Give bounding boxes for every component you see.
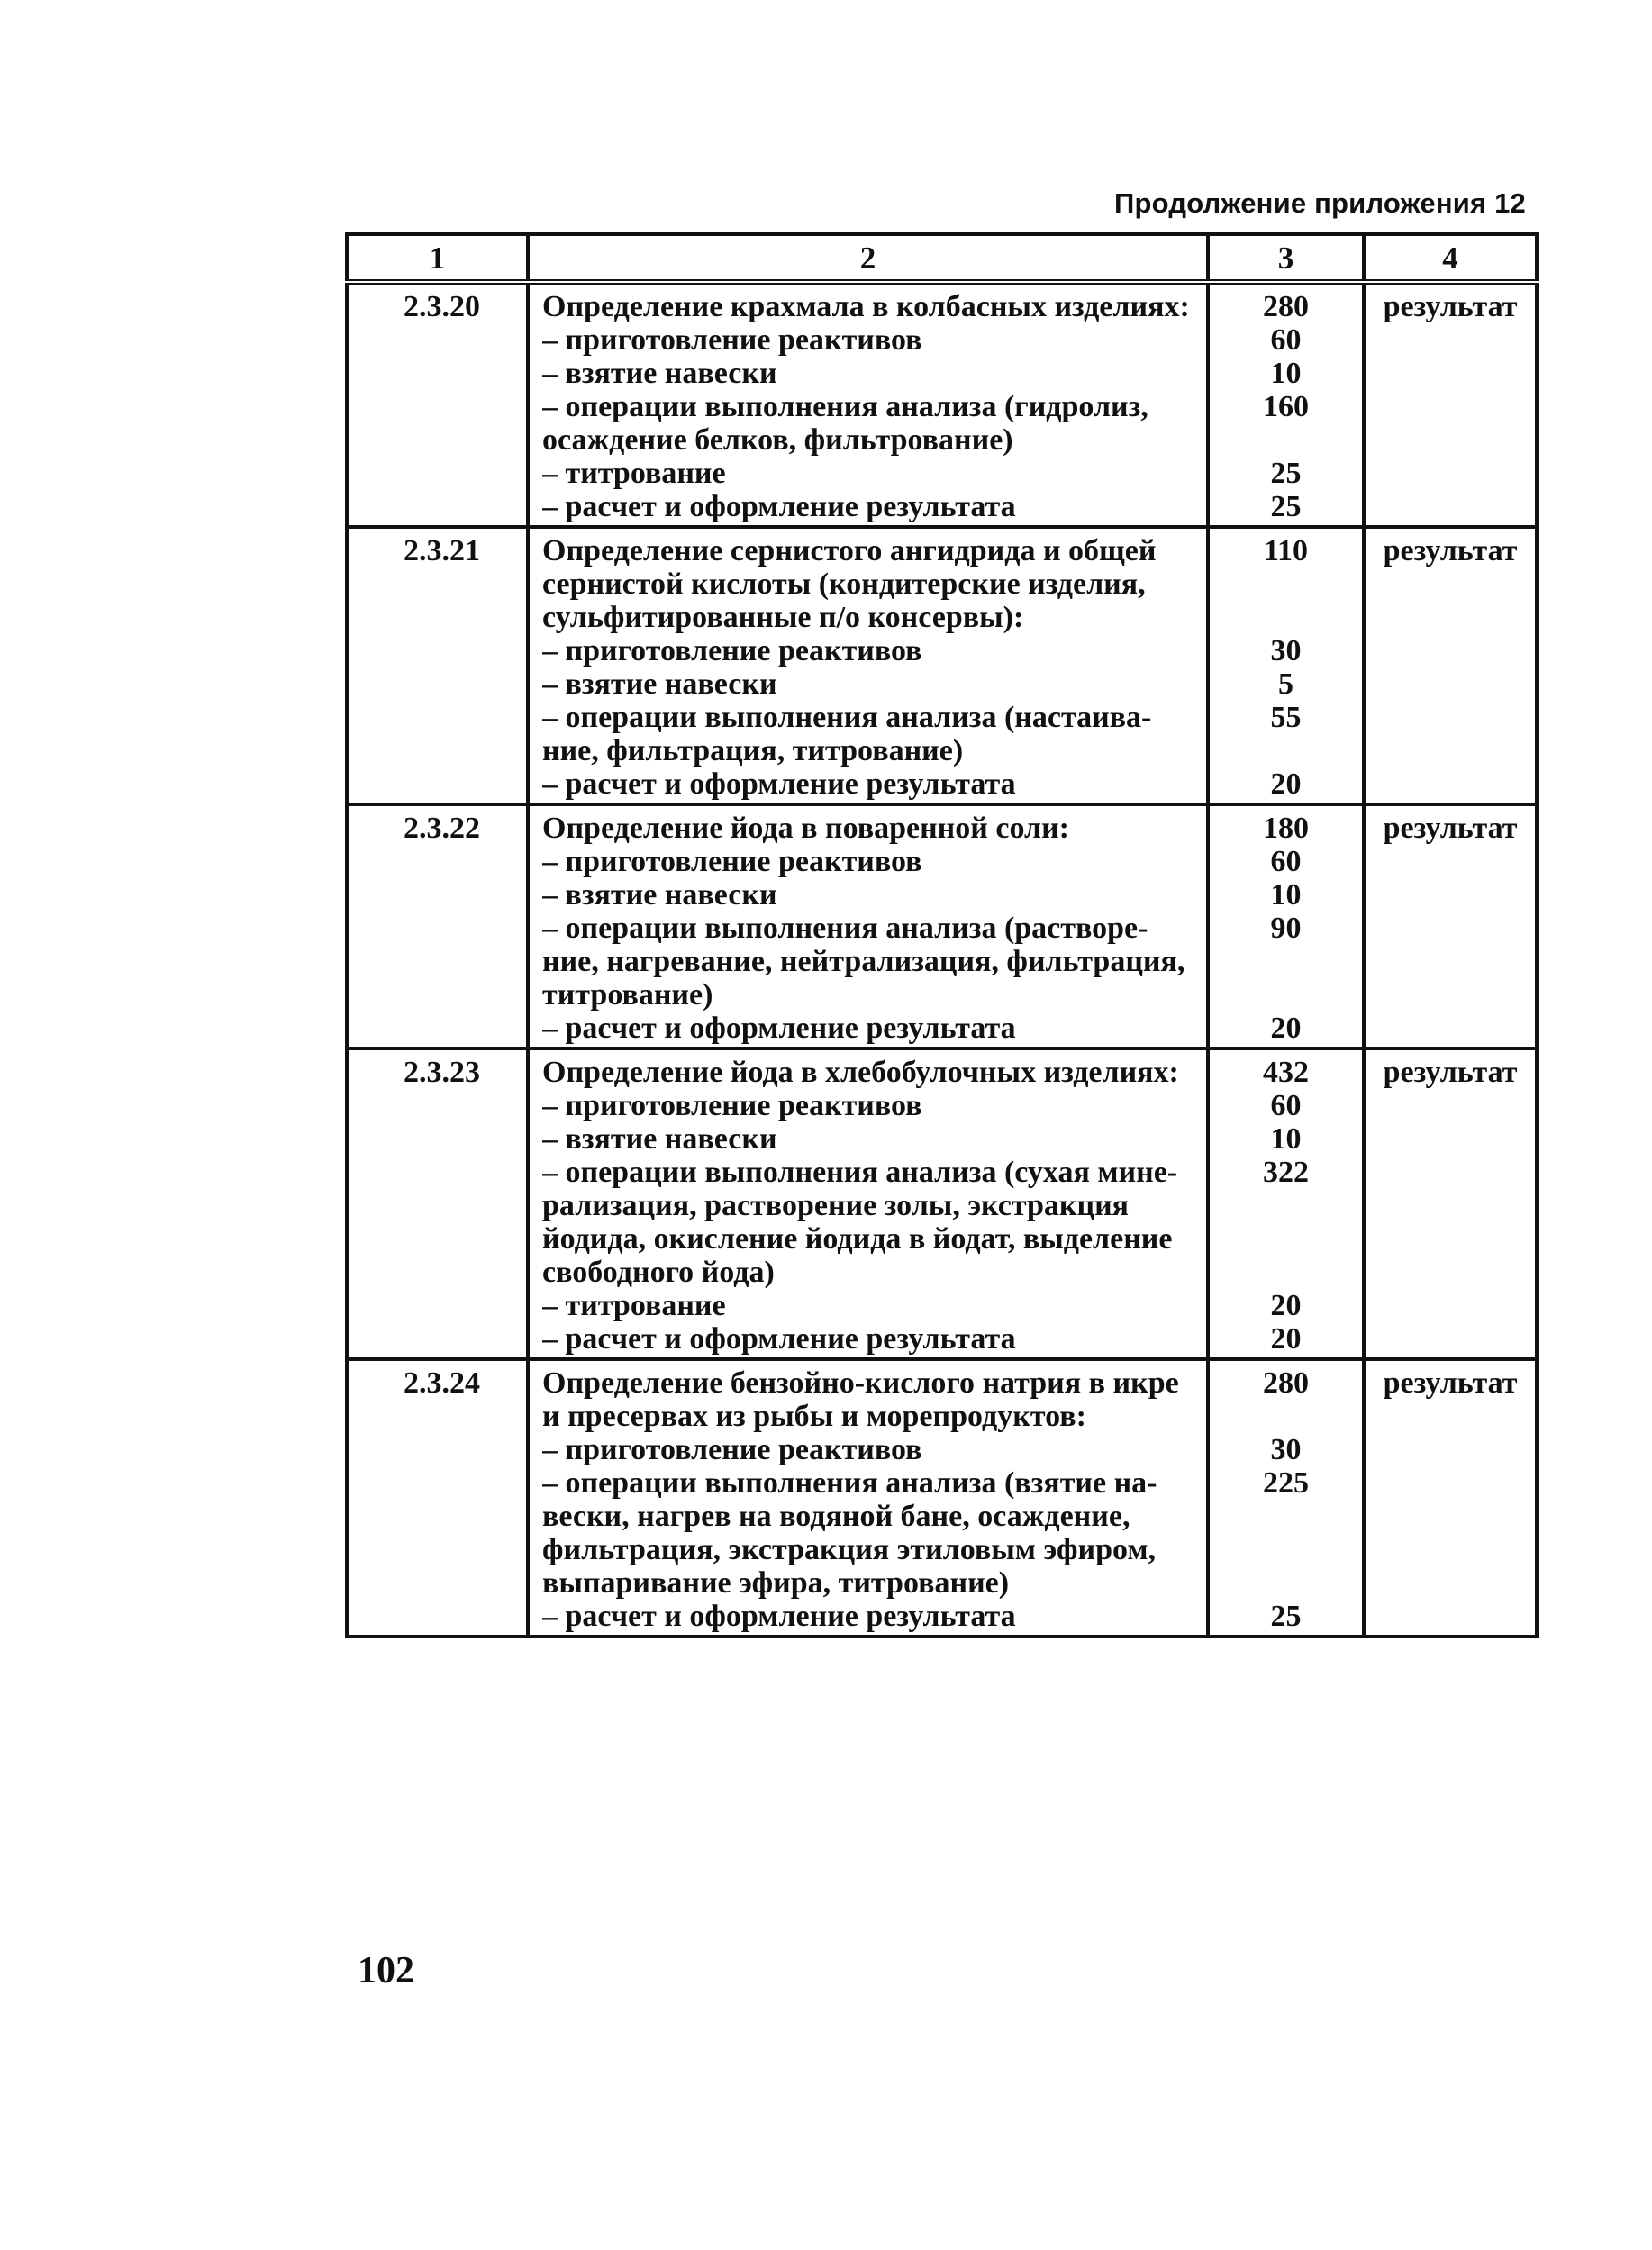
table-row [347, 804, 1537, 1048]
time-value: 25 [1270, 457, 1302, 490]
table-row [347, 1048, 1537, 1359]
column-header-3: 3 [1208, 234, 1364, 282]
description-line: Определение крахмала в колбасных изделиях: [542, 290, 1190, 323]
description-line: рализация, растворение золы, экстракция [542, 1189, 1130, 1222]
time-value: 20 [1270, 1012, 1302, 1045]
description-line: – приготовление реактивов [542, 323, 922, 357]
table-body [347, 282, 1537, 1637]
time-value [1210, 1400, 1362, 1433]
time-value: 280 [1263, 1366, 1309, 1400]
description-line: – операции выполнения анализа (сухая мине- [542, 1156, 1178, 1189]
item-description [528, 804, 1208, 1048]
item-code: 2.3.21 [347, 527, 528, 804]
item-time-values [1208, 527, 1364, 804]
description-line: и пресервах из рыбы и морепродуктов: [542, 1400, 1086, 1433]
table-row [347, 527, 1537, 804]
continuation-caption: Продолжение приложения 12 [1113, 187, 1526, 219]
table-row [347, 282, 1537, 527]
time-value [1210, 945, 1362, 978]
time-value: 60 [1270, 323, 1302, 357]
description-line: осаждение белков, фильтрование) [542, 423, 1013, 457]
description-line: – расчет и оформление результата [542, 767, 1016, 801]
item-code: 2.3.22 [347, 804, 528, 1048]
item-time-values [1208, 1359, 1364, 1637]
item-description [528, 1359, 1208, 1637]
description-line: – приготовление реактивов [542, 1089, 922, 1122]
time-value: 225 [1263, 1466, 1309, 1500]
time-value [1210, 1256, 1362, 1289]
time-value [1210, 601, 1362, 634]
time-value: 25 [1270, 1600, 1302, 1633]
description-line: выпаривание эфира, титрование) [542, 1566, 1010, 1600]
item-unit: результат [1364, 1048, 1537, 1359]
item-unit: результат [1364, 527, 1537, 804]
description-line: – расчет и оформление результата [542, 490, 1016, 523]
description-line: титрование) [542, 978, 713, 1012]
description-line: сульфитированные п/о консервы): [542, 601, 1024, 634]
description-line: – титрование [542, 457, 726, 490]
time-value: 20 [1270, 767, 1302, 801]
time-value [1210, 1533, 1362, 1566]
time-value: 180 [1263, 812, 1309, 845]
time-value [1210, 1500, 1362, 1533]
description-line: ние, нагревание, нейтрализация, фильтрация, [542, 945, 1185, 978]
column-header-1: 1 [347, 234, 528, 282]
description-line: Определение бензойно-кислого натрия в икре [542, 1366, 1179, 1400]
item-time-values [1208, 1048, 1364, 1359]
description-line: Определение йода в хлебобулочных изделиях: [542, 1056, 1179, 1089]
description-line: – взятие навески [542, 1122, 777, 1156]
time-value [1210, 567, 1362, 601]
time-value: 160 [1263, 390, 1309, 423]
column-header-2: 2 [528, 234, 1208, 282]
item-unit: результат [1364, 804, 1537, 1048]
item-code: 2.3.20 [347, 282, 528, 527]
description-line: – взятие навески [542, 667, 777, 701]
time-value: 10 [1270, 357, 1302, 390]
description-line: – операции выполнения анализа (гидролиз, [542, 390, 1148, 423]
description-line: фильтрация, экстракция этиловым эфиром, [542, 1533, 1156, 1566]
item-time-values [1208, 804, 1364, 1048]
item-code: 2.3.24 [347, 1359, 528, 1637]
time-value [1210, 978, 1362, 1012]
description-line: йодида, окисление йодида в йодат, выделение [542, 1222, 1173, 1256]
description-line: свободного йода) [542, 1256, 775, 1289]
time-value: 60 [1270, 1089, 1302, 1122]
description-line: – операции выполнения анализа (растворе- [542, 912, 1148, 945]
description-line: – расчет и оформление результата [542, 1012, 1016, 1045]
description-line: – расчет и оформление результата [542, 1600, 1016, 1633]
description-line: – операции выполнения анализа (настаива- [542, 701, 1152, 734]
description-line: Определение сернистого ангидрида и общей [542, 534, 1157, 567]
time-value: 20 [1270, 1289, 1302, 1322]
time-value [1210, 1566, 1362, 1600]
time-value [1210, 734, 1362, 767]
time-value: 10 [1270, 1122, 1302, 1156]
item-description [528, 282, 1208, 527]
item-unit: результат [1364, 1359, 1537, 1637]
description-line: – приготовление реактивов [542, 845, 922, 878]
time-value: 90 [1270, 912, 1302, 945]
time-value: 280 [1263, 290, 1309, 323]
time-value [1210, 1222, 1362, 1256]
time-value [1210, 1189, 1362, 1222]
description-line: – взятие навески [542, 878, 777, 912]
time-value: 432 [1263, 1056, 1309, 1089]
time-value: 10 [1270, 878, 1302, 912]
table-header-row [347, 234, 1537, 282]
item-unit: результат [1364, 282, 1537, 527]
description-line: ние, фильтрация, титрование) [542, 734, 964, 767]
description-line: сернистой кислоты (кондитерские изделия, [542, 567, 1146, 601]
time-value: 20 [1270, 1322, 1302, 1356]
description-line: – расчет и оформление результата [542, 1322, 1016, 1356]
item-code: 2.3.23 [347, 1048, 528, 1359]
table-row [347, 1359, 1537, 1637]
item-time-values [1208, 282, 1364, 527]
time-value: 30 [1270, 634, 1302, 667]
time-value: 322 [1263, 1156, 1309, 1189]
time-value: 5 [1278, 667, 1293, 701]
time-value: 55 [1270, 701, 1302, 734]
time-value: 110 [1263, 534, 1309, 567]
time-value [1210, 423, 1362, 457]
description-line: – приготовление реактивов [542, 1433, 922, 1466]
item-description [528, 1048, 1208, 1359]
description-line: – взятие навески [542, 357, 777, 390]
description-line: – титрование [542, 1289, 726, 1322]
column-header-4: 4 [1364, 234, 1537, 282]
description-line: вески, нагрев на водяной бане, осаждение, [542, 1500, 1130, 1533]
time-value: 30 [1270, 1433, 1302, 1466]
page-number: 102 [358, 1950, 414, 1991]
item-description [528, 527, 1208, 804]
description-line: – операции выполнения анализа (взятие на- [542, 1466, 1157, 1500]
time-value: 60 [1270, 845, 1302, 878]
norms-table [345, 232, 1539, 1638]
description-line: Определение йода в поваренной соли: [542, 812, 1069, 845]
description-line: – приготовление реактивов [542, 634, 922, 667]
time-value: 25 [1270, 490, 1302, 523]
